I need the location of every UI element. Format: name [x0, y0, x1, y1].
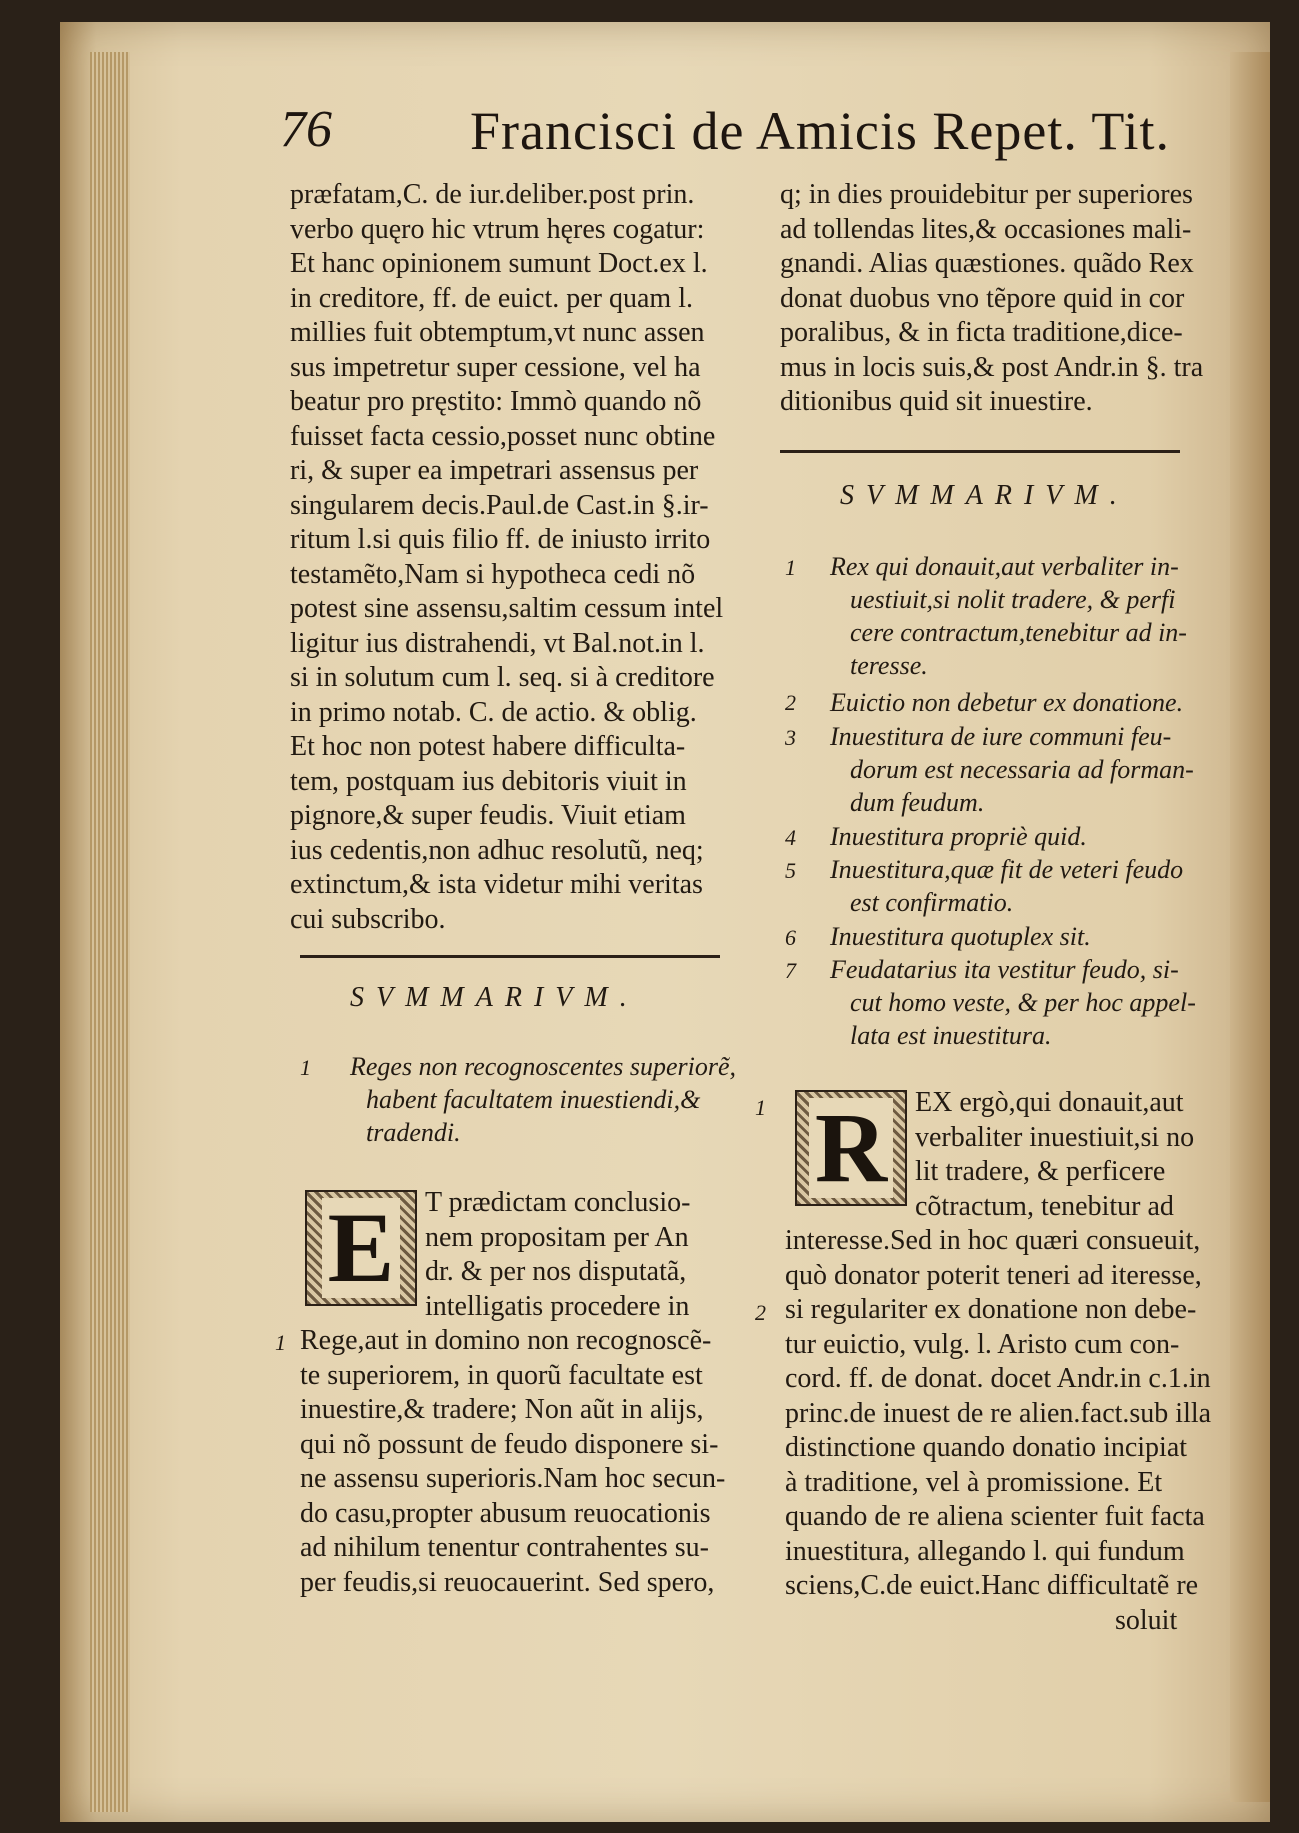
summary-number: 1: [300, 1055, 311, 1080]
summary-item: [830, 953, 1196, 1052]
summary-item: [350, 1050, 736, 1149]
text-line: ritum l.si quis filio ff. de iniusto irrito: [290, 524, 711, 555]
summary-number: 2: [785, 690, 796, 715]
text-line: donat duobus vno tẽpore quid in cor: [780, 282, 1185, 314]
text-line: si in solutum cum l. seq. si à creditore: [290, 662, 715, 693]
summary-line: Reges non recognoscentes superiorẽ,: [350, 1052, 737, 1081]
text-line: q; in dies prouidebitur per superiores: [780, 179, 1193, 210]
summary-line: cut homo veste, & per hoc appel-: [850, 988, 1196, 1017]
text-line: do casu,propter abusum reuocationis: [300, 1497, 711, 1529]
text-line: ri, & super ea impetrari assensus per: [290, 455, 699, 486]
drop-cap-e: [305, 1190, 417, 1306]
text-line: in primo notab. C. de actio. & oblig.: [290, 696, 697, 728]
text-line: poralibus, & in ficta traditione,dice-: [780, 317, 1183, 348]
section-rule: [300, 955, 720, 958]
text-line: pignore,& super feudis. Viuit etiam: [290, 800, 686, 831]
text-line: cui subscribo.: [290, 903, 446, 935]
summary-line: cere contractum,tenebitur ad in-: [850, 618, 1187, 647]
text-line: interesse.Sed in hoc quæri consueuit,: [785, 1225, 1201, 1256]
text-line: extinctum,& ista videtur mihi veritas: [290, 869, 703, 900]
summary-number: 1: [785, 555, 796, 580]
text-line: sus impetretur super cessione, vel ha: [290, 351, 701, 383]
text-line: ligitur ius distrahendi, vt Bal.not.in l.: [290, 627, 705, 659]
text-line: ius cedentis,non adhuc resolutũ, neq;: [290, 834, 704, 866]
summary-line: habent facultatem inuestiendi,&: [366, 1085, 701, 1114]
summary-item: [830, 720, 1194, 819]
text-line: potest sine assensu,saltim cessum intel: [290, 593, 724, 624]
summary-line: Euictio non debetur ex donatione.: [830, 688, 1184, 717]
summary-item: [830, 820, 1087, 853]
text-line: testamẽto,Nam si hypotheca cedi nõ: [290, 558, 696, 590]
summary-number: 6: [785, 925, 796, 950]
summary-line: lata est inuestitura.: [850, 1021, 1052, 1050]
text-line: à traditione, vel à promissione. Et: [785, 1466, 1163, 1498]
text-line: in creditore, ff. de euict. per quam l.: [290, 282, 693, 314]
text-line: EX ergò,qui donauit,aut: [915, 1087, 1184, 1118]
summary-item: [830, 920, 1091, 953]
summarium-title: SVMMARIVM.: [350, 982, 639, 1013]
text-line: lit tradere, & perficere: [915, 1156, 1166, 1187]
text-line: verbaliter inuestiuit,si no: [915, 1121, 1195, 1153]
text-line: ditionibus quid sit inuestire.: [780, 386, 1093, 417]
text-line: princ.de inuest de re alien.fact.sub illa: [785, 1397, 1212, 1429]
text-line: tem, postquam ius debitoris viuit in: [290, 765, 687, 797]
left-body: [300, 1324, 725, 1600]
text-line: nem propositam per An: [425, 1221, 689, 1253]
text-line: fuisset facta cessio,posset nunc obtine: [290, 420, 716, 452]
summarium-title: SVMMARIVM.: [840, 480, 1129, 511]
summary-item: [830, 686, 1183, 719]
text-line: tur euictio, vulg. l. Aristo cum con-: [785, 1328, 1180, 1360]
page-edges: [90, 52, 130, 1812]
summary-number: 7: [785, 958, 796, 983]
page-number: 76: [280, 101, 332, 158]
text-line: cõtractum, tenebitur ad: [915, 1190, 1174, 1222]
left-column-text: [290, 178, 730, 937]
text-line: quando de re aliena scienter fuit facta: [785, 1501, 1205, 1532]
summary-line: teresse.: [850, 651, 928, 680]
text-line: inuestire,& tradere; Non aũt in alijs,: [300, 1394, 704, 1425]
drop-cap-r: [795, 1090, 907, 1206]
text-line: Et hanc opinionem sumunt Doct.ex l.: [290, 248, 708, 279]
summary-line: uestiuit,si nolit tradere, & perfi: [850, 585, 1176, 614]
text-line: Rege,aut in domino non recognoscẽ-: [300, 1325, 712, 1356]
summary-item: [830, 853, 1183, 919]
text-line: te superiorem, in quorũ facultate est: [300, 1359, 703, 1391]
right-body: [785, 1224, 1211, 1638]
text-line: mus in locis suis,& post Andr.in §. tra: [780, 351, 1204, 383]
section-rule: [780, 450, 1180, 453]
text-line: singularem decis.Paul.de Cast.in §.ir-: [290, 489, 709, 521]
text-line: ad nihilum tenentur contrahentes su-: [300, 1532, 709, 1563]
right-body-dropcap: [915, 1086, 1194, 1224]
text-line: ad tollendas lites,& occasiones mali-: [780, 213, 1192, 245]
summary-line: Feudatarius ita vestitur feudo, si-: [830, 955, 1179, 984]
text-line: dr. & per nos disputatã,: [425, 1256, 687, 1287]
text-line: si regulariter ex donatione non debe-: [785, 1294, 1197, 1325]
text-line: verbo quęro hic vtrum hęres cogatur:: [290, 213, 705, 245]
summary-line: Rex qui donauit,aut verbaliter in-: [830, 552, 1179, 581]
text-line: quò donator poterit teneri ad iteresse,: [785, 1259, 1202, 1291]
page-header: [280, 100, 1180, 170]
right-column-text: [780, 178, 1220, 420]
running-head: Francisci de Amicis Repet. Tit.: [470, 101, 1170, 161]
drop-cap-letter: R: [809, 1098, 893, 1198]
text-line: gnandi. Alias quæstiones. quãdo Rex: [780, 248, 1194, 279]
text-line: per feudis,si reuocauerint. Sed spero,: [300, 1566, 715, 1598]
summary-line: Inuestitura,quæ fit de veteri feudo: [830, 855, 1184, 884]
summary-line: Inuestitura quotuplex sit.: [830, 922, 1091, 951]
text-line: inuestitura, allegando l. qui fundum: [785, 1535, 1185, 1567]
text-line: millies fuit obtemptum,vt nunc assen: [290, 317, 705, 348]
facing-page-edge: [1230, 52, 1270, 1802]
text-line: ne assensu superioris.Nam hoc secun-: [300, 1463, 726, 1494]
summary-number: 4: [785, 825, 796, 850]
catchword: soluit: [1115, 1604, 1178, 1636]
text-line: beatur pro pręstito: Immò quando nõ: [290, 386, 702, 417]
margin-number: 1: [275, 1330, 286, 1355]
text-line: intelligatis procedere in: [425, 1290, 690, 1322]
margin-number: 2: [755, 1300, 766, 1325]
text-line: præfatam,C. de iur.deliber.post prin.: [290, 179, 695, 210]
text-line: distinctione quando donatio incipiat: [785, 1432, 1188, 1463]
text-line: Et hoc non potest habere difficulta-: [290, 731, 686, 762]
text-line: qui nõ possunt de feudo disponere si-: [300, 1428, 719, 1460]
drop-cap-letter: E: [322, 1198, 401, 1298]
left-body-dropcap: [425, 1186, 690, 1324]
margin-number: 1: [755, 1095, 766, 1120]
summary-line: tradendi.: [366, 1118, 461, 1147]
text-line: sciens,C.de euict.Hanc difficultatẽ re: [785, 1570, 1199, 1601]
summary-line: Inuestitura de iure communi feu-: [830, 722, 1172, 751]
summary-line: est confirmatio.: [850, 888, 1014, 917]
summary-line: dum feudum.: [850, 788, 985, 817]
summary-item: [830, 550, 1187, 682]
summary-line: dorum est necessaria ad forman-: [850, 755, 1194, 784]
summary-number: 3: [785, 725, 796, 750]
summary-number: 5: [785, 858, 796, 883]
text-line: cord. ff. de donat. docet Andr.in c.1.in: [785, 1363, 1211, 1394]
text-line: T prædictam conclusio-: [425, 1187, 691, 1218]
summary-line: Inuestitura propriè quid.: [830, 822, 1087, 851]
